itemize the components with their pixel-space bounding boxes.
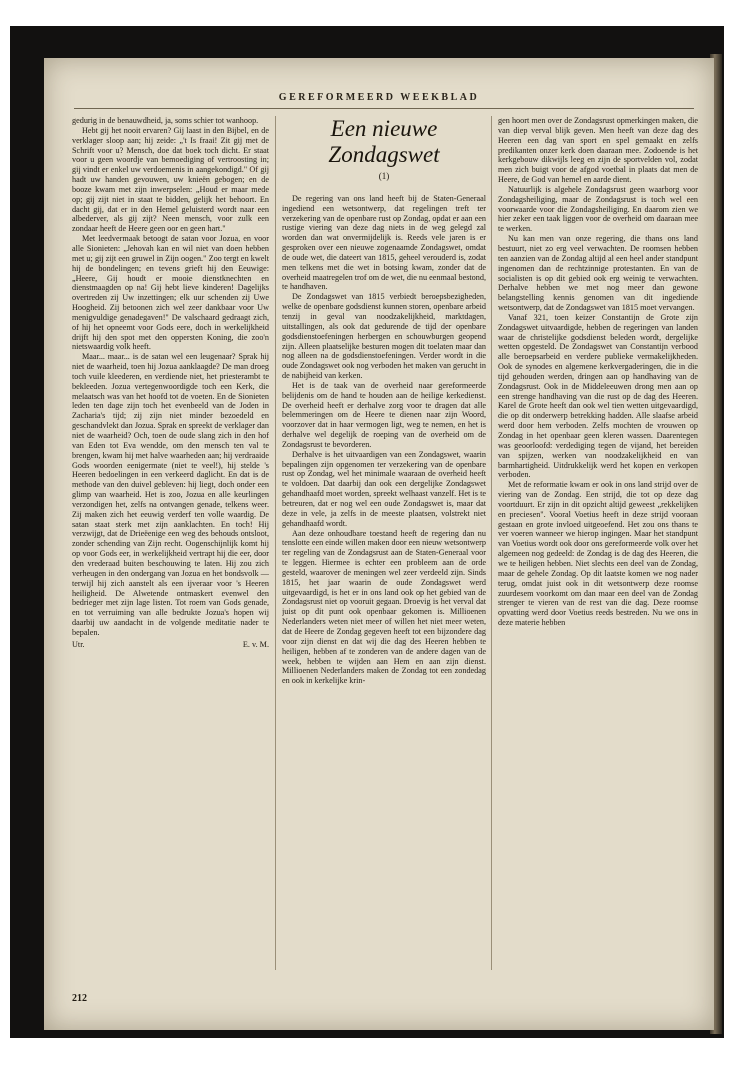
- paragraph: Vanaf 321, toen keizer Constantijn de Grote zijn Zondagswet uitvaardigde, hebben de regeringen van landen waar de christelijke godsdienst beleden wordt, dergelijke wetten opgesteld. De Zondagswet van Constantijn verbood alle beroepsarbeid en verdere publieke vermakelijkheden. Ook de synodes en algemene kerkvergaderingen, die in die tijd gehouden werden, dringen aan op handhaving van de Zondagsrust. Ook in de Middeleeuwen drong men aan op een strenge handhaving van die rust op de dag des Heeren. Karel de Grote heeft dan ook wel tien wetten uitgevaardigd, die op dit onderwerp betrekking hadden. Alle slaafse arbeid werd door hem verboden. Zelfs mochten de vrouwen op Zondag in het openbaar geen kleren wassen. Daarentegen was geoorloofd: verdediging tegen de vijand, het bereiden van spijzen, werken van noodzakelijkheid en van barmhartigheid. Uitdrukkelijk werd het kopen en verkopen verboden.: [498, 312, 698, 480]
- header-rule: [74, 108, 694, 109]
- paragraph: Hebt gij het nooit ervaren? Gij laast in den Bijbel, en de verklager sloop aan; hij zeide: „'t Is fraai! Zit gij met de Schrift voor u? Mensch, doe dat boek toch dicht. Er staat voor u geen woordje van bemoediging of vertroosting in; gij vindt er enkel uw verdoemenis in aangekondigd." Of gij hadt uw handen gevouwen, uw knieën gebogen; en de booze kwam met zijn inwerpselen: „Houd er maar mede op; gij zijt niet in staat te bidden, gelijk het behoort. En dacht gij, dat er in den Hemel geluisterd wordt naar een albederver, als gij zijt? Neen mensch, voor zulk een zondaar heeft de Heere geen oor en geen hart.": [72, 125, 269, 234]
- paragraph: Het is de taak van de overheid naar gereformeerde belijdenis om de hand te houden aan de heilige kerkedienst. De overheid heeft er derhalve zorg voor te dragen dat alle belemmeringen om de Heere te dienen naar zijn Woord, voorzover dat in haar vermogen ligt, weg te nemen, en het is derhalve wel degelijk de roeping van de overheid om de Zondagsrust te bevorderen.: [282, 380, 486, 449]
- article-title: Een nieuwe Zondagswet: [328, 116, 440, 167]
- paragraph: Natuurlijk is algehele Zondagsrust geen waarborg voor Zondagsheiliging, maar de Zondagsrust is toch wel een voorwaarde voor die Zondagsheiliging. En daarom zien we hier zeker een taak liggen voor de overheid om daaraan mee te werken.: [498, 184, 698, 234]
- paragraph: Maar... maar... is de satan wel een leugenaar? Sprak hij niet de waarheid, toen hij Jozua aanklaagde? De man droeg toch vuile kleederen, en verdiende niet, het priesterambt te bekleeden. Jozua vertegenwoordigde toch een Kerk, die melaatsch was van het hoofd tot de voeten. En de Sionieten leden ten dage zijn toch het evenbeeld van de Joden in Zacharia's tijd; zij zijn niet minder bezoedeld en geschandvlekt dan Jozua. Sprak en spreekt de verklager dan niet de waarheid? Och, toen de oude slang zich in den hof van Eden tot Eva wendde, om den mensch ten val te brengen, kwam hij met halve waarheden aan; hij verdraaide Gods woorden eenigermate (niet te veel!), hij stelde 's Heeren bedoelingen in een verkeerd daglicht. En dat is de methode van den duivel gebleven: hij liegt, doch onder een glimp van waarheid. Het is zoo, Jozua en alle keurlingen verzondigen het, zelfs na ontvangen genade, telkens weer. Zij maken zich het eeuwig verderf ten volle waardig. De satan staat sterk met zijn aanklachten. En toch! Hij verzwijgt, dat de Drieëenige een weg des behouds ontsloot, zonder schending van Zijn recht. Oogenschijnlijk komt hij op voor Gods eer, in werkelijkheid vertrapt hij die eer, door den vrederaad buiten beschouwing te laten. Hij zou zich verheugen in den ondergang van Jozua en het bondsvolk — terwijl hij zich aanstelt als een ijveraar voor 's Heeren heiligheid. De Alwetende ontmaskert evenwel den bedrieger met zijn lage listen. Tot roem van Gods genade, en tot verruiming van alle bedrukte Jozua's hopen wij daarbij uw aandacht in de volgende meditatie nader te bepalen.: [72, 352, 269, 637]
- page-number: 212: [72, 993, 87, 1004]
- column-rule: [491, 116, 492, 970]
- signature-place: Utr.: [72, 639, 85, 649]
- paragraph: De Zondagswet van 1815 verbiedt beroepsbezigheden, welke de openbare godsdienst kunnen storen, openbare arbeid tenzij in geval van noodzakelijkheid, marktdagen, uitstallingen, als ook dat gedurende de tijd der openbare godsdienstoefeningen herbergen en schouwburgen geopend zijn. Alleen plaatselijke besturen mogen dit toelaten maar dan nog alleen na de godsdienstoefeningen. Verder wordt in die oude Zondagswet ook nog verboden het maken van gerucht in de nabijheid van kerken.: [282, 292, 486, 381]
- paragraph: De regering van ons land heeft bij de Staten-Generaal ingediend een wetsontwerp, dat regelingen treft ter verzekering van de openbare rust op Zondag, opdat er aan een rustige viering van deze dag niets in de weg gelegd zal worden dan wat onvermijdelijk is. Reeds vele jaren is er gesproken over een nieuwe zogenaamde Zondagswet, omdat de oude wet, die dateert van 1815, geheel verouderd is, zodat men telkens met die wet in botsing kwam, zonder dat de overheid maatregelen trof om de wet, die nu eenmaal bestond, te handhaven.: [282, 193, 486, 292]
- paragraph: Met leedvermaak betoogt de satan voor Jozua, en voor alle Sionieten: „Jehovah kan en wil niet van doen hebben met u; gij zijt een gruwel in Zijn oogen." Zoo tergt en kwelt hij de bondelingen; en tevens grieft hij den Eeuwige: „Heere, Gij houdt er mooie dienstknechten en dienstmaagden op na! Gij hebt lieve kinderen! Dagelijks overtreden zij Uw inzettingen; elk uur schenden zij Uwe Hoogheid. Zij betoonen zich wel zeer dankbaar voor Uw menigvuldige genadegaven!" De valschaard gedraagt zich, of hij het opneemt voor Gods eere, doch in werkelijkheid drijft hij den spot met den oppersten Koning, die zoo'n nietswaardig volk heeft.: [72, 234, 269, 352]
- paragraph: Nu kan men van onze regering, die thans ons land bestuurt, niet zo erg veel verwachten. De roomsen hebben ten aanzien van de Zondag altijd al een heel ander standpunt ingenomen dan de rechtzinnige protestanten. En van de socialisten is op dit gebied ook erg weinig te verwachten. Derhalve hebben we met nog meer dan gewone belangstelling kennis genomen van dit ingediende wetsontwerp, dat de Zondagswet van 1815 moet vervangen.: [498, 234, 698, 313]
- paragraph: gedurig in de benauwdheid, ja, soms schier tot wanhoop.: [72, 116, 259, 125]
- masthead: GEREFORMEERD WEEKBLAD: [278, 92, 480, 103]
- column-rule: [275, 116, 276, 970]
- magazine-page: [44, 58, 714, 1030]
- signature-author: E. v. M.: [242, 639, 269, 649]
- article-section-number: (1): [378, 171, 390, 181]
- paragraph: gen hoort men over de Zondagsrust opmerkingen maken, die van diep verval blijk geven. Men heeft van deze dag des Heeren een dag van sport en spel gemaakt en zelfs predikanten onzer kerk doen daaraan mee. Zodoende is het kerkgebouw dikwijls leeg en zijn de sportvelden vol, zodat men zich buigt voor de afgod voetbal in plaats dat men de Heere, de God van hemel en aarde dient.: [498, 116, 698, 185]
- paragraph: Aan deze onhoudbare toestand heeft de regering dan nu tenslotte een einde willen maken door een nieuw wetsontwerp ter regeling van de Zondagsrust aan de Staten-Generaal voor te leggen. Hiermee is echter een probleem aan de orde gesteld, waarover de meningen wel zeer verdeeld zijn. Sinds 1815, het jaar waarin de oude Zondagswet werd uitgevaardigd, is het er in ons land ook op het gebied van de Zondagsrust niet op vooruit gegaan. Droevig is het verval dat juist op dit punt ook openbaar gekomen is. Millioenen Nederlanders weten niet meer of willen het niet meer weten, dat de Heere de Zondag gegeven heeft tot een bijzondere dag voor zijn dienst en dat wij die dag des Heeren hebben te heiligen, hebben af te zonderen van de andere dagen van de week, hebben te wijden aan Hem en aan zijn dienst. Millioenen Nederlanders maken de Zondag tot een zondedag en ook in kerkelijke krin-: [282, 528, 486, 686]
- left-column: [72, 116, 269, 982]
- middle-column: [282, 116, 486, 982]
- paragraph: Derhalve is het uitvaardigen van een Zondagswet, waarin bepalingen zijn opgenomen ter verzekering van de openbare rust op Zondag, wel het minimale waaraan de overheid heeft te voldoen. Dat daarbij dan ook een dergelijke Zondagswet gehandhaafd moet worden, spreekt welhaast vanzelf. Het is te betreuren, dat er nog wel een oude Zondagswet is, maar dat deze in vele, ja zelfs in de meeste plaatsen, volstrekt niet gehandhaafd wordt.: [282, 449, 486, 528]
- right-column: [498, 116, 698, 982]
- paragraph: Met de reformatie kwam er ook in ons land strijd over de viering van de Zondag. Een strijd, die tot op deze dag voortduurt. Er zijn in dit opzicht altijd geweest „rekkelijken en preciesen". Vooral Voetius heeft in deze strijd vooraan gestaan en grote invloed uitgeoefend. Het zou ons thans te ver voeren wanneer we hierop ingingen. Maar het standpunt van Voetius wordt ook door ons gereformeerde volk over het algemeen nog gedeeld: de Zondag is de dag des Heeren, die we te heiligen hebben. Niet slechts een deel van de Zondag, maar de gehele Zondag. Op dit laatste komen we nog nader terug, omdat juist ook in dit wetsontwerp deze roomse zuurdesem voorkomt om dan maar een deel van de Zondag strenger te vieren van de rest van die dag. Deze roomse opvatting werd door Voetius reeds bestreden. Nu we ons in deze materie hebben: [498, 480, 698, 628]
- signature-line: [72, 640, 269, 650]
